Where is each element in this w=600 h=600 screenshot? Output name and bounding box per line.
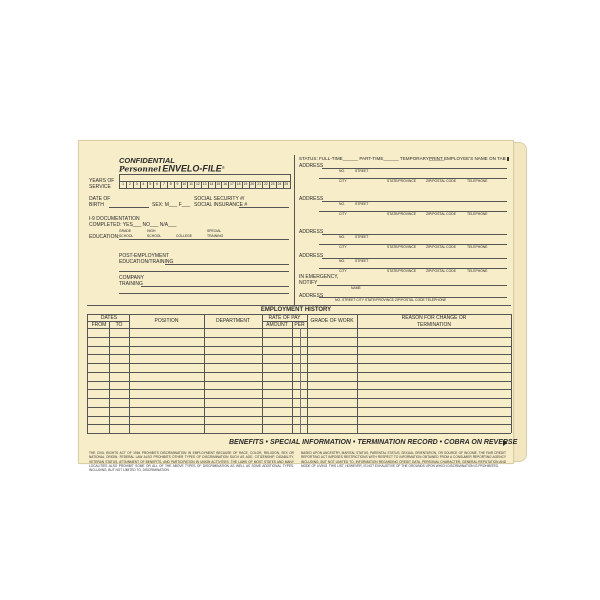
college-label: COLLEGE: [176, 234, 193, 238]
confidential-label: CONFIDENTIAL: [119, 156, 175, 165]
grade-label: GRADE: [119, 229, 132, 233]
history-column-line: [87, 314, 88, 433]
history-title: EMPLOYMENT HISTORY: [260, 307, 332, 313]
address-caption: CITY: [339, 179, 347, 183]
history-row-line[interactable]: [87, 416, 511, 417]
year-cell[interactable]: 10: [181, 181, 188, 188]
education-line[interactable]: [119, 239, 289, 240]
in-emergency-label: IN EMERGENCY,: [299, 274, 339, 280]
history-column-line: [129, 314, 130, 433]
high-school-label: SCHOOL: [147, 234, 162, 238]
to-header: TO: [115, 322, 123, 328]
year-cell[interactable]: 21: [256, 181, 263, 188]
year-cell[interactable]: 13: [202, 181, 209, 188]
year-cell[interactable]: 9: [174, 181, 181, 188]
year-cell[interactable]: 24: [276, 181, 283, 188]
year-cell[interactable]: 5: [147, 181, 154, 188]
address-caption: TELEPHONE: [467, 245, 488, 249]
history-row-line[interactable]: [87, 354, 511, 355]
address-caption: STREET: [355, 169, 369, 173]
year-cell[interactable]: 20: [249, 181, 256, 188]
special-training-label: TRAINING: [207, 234, 224, 238]
history-row-line[interactable]: [87, 389, 511, 390]
year-cell[interactable]: 1: [120, 181, 127, 188]
termination-header: TERMINATION: [416, 322, 452, 328]
emergency-address-label: ADDRESS: [299, 293, 324, 299]
folder-tab: [512, 142, 527, 462]
address-caption: ZIP/POSTAL CODE: [426, 212, 456, 216]
history-column-line: [511, 314, 512, 433]
year-cell[interactable]: 25: [284, 182, 289, 186]
address-caption: STREET: [355, 259, 369, 263]
address-caption: ZIP/POSTAL CODE: [426, 245, 456, 249]
address-caption: NO.: [339, 235, 346, 239]
department-header: DEPARTMENT: [216, 318, 250, 324]
social-security-label: SOCIAL SECURITY #/: [194, 196, 245, 202]
envelope-file-folder: [78, 140, 518, 473]
year-cell[interactable]: 4: [140, 181, 147, 188]
year-cell[interactable]: 12: [195, 181, 202, 188]
address-label: ADDRESS: [299, 229, 324, 235]
rate-of-pay-header: RATE OF PAY: [268, 315, 301, 321]
special-label: SPECIAL: [207, 229, 222, 233]
emergency-address-captions: NO. STREET CITY STATE/PROVINCE ZIP/POSTAL CODE TELEPHONE: [335, 298, 447, 302]
social-insurance-line[interactable]: [239, 207, 289, 208]
history-header-bottom: [87, 328, 511, 329]
post-employment-line-2[interactable]: [119, 271, 289, 272]
history-subcolumn-line: [300, 328, 301, 433]
address-caption: TELEPHONE: [467, 212, 488, 216]
history-row-line[interactable]: [87, 424, 511, 425]
address-label: ADDRESS: [299, 163, 324, 169]
company-label: COMPANY: [119, 275, 144, 281]
history-row-line[interactable]: [87, 407, 511, 408]
history-column-line: [204, 314, 205, 433]
history-column-line: [292, 321, 293, 433]
education-label: EDUCATION:: [89, 234, 120, 240]
address-caption: NO.: [339, 259, 346, 263]
education-training-label: EDUCATION/TRAINING: [119, 259, 174, 265]
address-caption: TELEPHONE: [467, 269, 488, 273]
history-column-line: [307, 314, 308, 433]
sex-field[interactable]: SEX: M___ F___: [152, 202, 191, 208]
address-caption: CITY: [339, 212, 347, 216]
post-employment-line-1[interactable]: [165, 264, 289, 265]
address-street-line[interactable]: [322, 234, 507, 235]
per-header: PER: [294, 322, 305, 328]
year-cell[interactable]: 8: [168, 181, 175, 188]
address-caption: ZIP/POSTAL CODE: [426, 179, 456, 183]
address-caption: ZIP/POSTAL CODE: [426, 269, 456, 273]
address-caption: NO.: [339, 169, 346, 173]
history-column-line: [357, 314, 358, 433]
from-header: FROM: [91, 322, 107, 328]
address-street-line[interactable]: [322, 168, 507, 169]
legal-text-right: BASED UPON ANCESTRY, MARITAL STATUS, PARENTAL STATUS, SEXUAL ORIENTATION, OR SOURCE OF INCOME. THE FAIR CREDIT REPORTING ACT IMPOSES RESTRICTIONS WITH RESPECT TO INFORMATION OBTAINED FROM A CONSUMER REPORTING AGENCY INCLUDING, BUT NOT LIMITED TO, INFORMATION REGARDING CREDIT DATA, PERSONAL CHARACTER, GENERAL REPUTATION AND MODE OF LIVING. THIS LIST, HOWEVER, IS NOT EXHAUSTIVE OF THE GROUNDS UPON WHICH DISCRIMINATION IS PROHIBITED.: [301, 451, 506, 468]
reason-header: REASON FOR CHANGE OR: [401, 315, 467, 321]
address-caption: STATE/PROVINCE: [387, 269, 417, 273]
history-row-line[interactable]: [87, 363, 511, 364]
address-caption: STATE/PROVINCE: [387, 212, 417, 216]
tab-pointer-icon: [507, 157, 509, 161]
notify-line[interactable]: [317, 285, 507, 286]
date-of-label: DATE OF: [89, 196, 111, 202]
reverse-banner: BENEFITS • SPECIAL INFORMATION • TERMINATION RECORD • COBRA ON REVERSE: [229, 439, 518, 446]
years-of-label: YEARS OF: [89, 178, 115, 184]
product-title: Personnel ENVELO-FILE®: [119, 163, 225, 174]
high-label: HIGH: [147, 229, 156, 233]
year-cell[interactable]: 23: [270, 181, 277, 188]
dates-header: DATES: [100, 315, 118, 321]
address-street-line[interactable]: [322, 201, 507, 202]
history-column-line: [109, 321, 110, 433]
history-column-line: [262, 314, 263, 433]
amount-header: AMOUNT: [266, 322, 288, 328]
section-divider: [294, 155, 295, 305]
address-street-line[interactable]: [322, 258, 507, 259]
history-row-line[interactable]: [87, 337, 511, 338]
address-caption: STREET: [355, 202, 369, 206]
arrow-right-icon: [503, 440, 507, 446]
birth-line[interactable]: [109, 207, 149, 208]
history-row-line[interactable]: [87, 372, 511, 373]
history-row-line[interactable]: [87, 381, 511, 382]
history-row-line[interactable]: [87, 398, 511, 399]
service-label: SERVICE: [89, 184, 111, 190]
status-field[interactable]: STATUS: FULL-TIME______ PART-TIME______ TEMPORARY______: [299, 156, 445, 161]
address-caption: CITY: [339, 269, 347, 273]
position-header: POSITION: [154, 318, 179, 324]
address-label: ADDRESS: [299, 253, 324, 259]
history-top-border: [87, 305, 511, 306]
address-caption: STATE/PROVINCE: [387, 179, 417, 183]
notify-name-caption: NAME: [351, 286, 361, 290]
address-caption: STREET: [355, 235, 369, 239]
year-cell[interactable]: 18: [236, 181, 243, 188]
company-training-label: TRAINING: [119, 281, 143, 287]
year-cell[interactable]: 16: [222, 181, 229, 188]
history-row-line[interactable]: [87, 346, 511, 347]
history-row-line[interactable]: [87, 433, 511, 434]
legal-text-left: THE CIVIL RIGHTS ACT OF 1964 PROHIBITS DISCRIMINATION IN EMPLOYMENT BECAUSE OF RACE, COLOR, RELIGION, SEX OR NATIONAL ORIGIN. FEDERAL LAW ALSO PROHIBITS OTHER TYPES OF DISCRIMINATION SUCH AS AGE, CITIZENSHIP, DISABILITY, VETERAN STATUS, ATTAINMENT OF BENEFITS, AND PARTICIPATION IN UNION ACTIVITIES. THE LAWS OF MOST STATES AND MANY LOCALITIES ALSO PROHIBIT SOME OR ALL OF THE ABOVE TYPES OF DISCRIMINATION AS WELL AS SOME ADDITIONAL TYPES, INCLUDING, BUT NOT LIMITED TO, DISCRIMINATION: [89, 451, 294, 473]
year-cell[interactable]: 15: [215, 181, 222, 188]
year-cell[interactable]: 14: [208, 181, 215, 188]
company-training-line-2[interactable]: [119, 293, 289, 294]
address-caption: CITY: [339, 245, 347, 249]
birth-label: BIRTH: [89, 202, 104, 208]
year-cell[interactable]: 17: [229, 181, 236, 188]
year-cell[interactable]: 22: [263, 181, 270, 188]
year-cell[interactable]: 11: [188, 181, 195, 188]
address-label: ADDRESS: [299, 196, 324, 202]
i9-label: I-9 DOCUMENTATION: [89, 216, 140, 222]
grade-of-work-header: GRADE OF WORK: [310, 318, 354, 324]
address-caption: NO.: [339, 202, 346, 206]
year-cell[interactable]: 2: [127, 181, 134, 188]
social-insurance-label: SOCIAL INSURANCE #: [194, 202, 248, 208]
year-cell[interactable]: 3: [134, 181, 141, 188]
address-caption: STATE/PROVINCE: [387, 245, 417, 249]
address-caption: TELEPHONE: [467, 179, 488, 183]
year-cell[interactable]: 6: [154, 181, 161, 188]
years-of-service-grid: [119, 174, 291, 189]
year-cell[interactable]: 7: [161, 181, 168, 188]
print-name-label: PRINT EMPLOYEE'S NAME ON TAB: [429, 156, 506, 161]
post-employment-label: POST-EMPLOYMENT: [119, 253, 170, 259]
notify-label: NOTIFY: [299, 280, 318, 286]
year-cell[interactable]: 19: [242, 181, 249, 188]
i9-completed-field[interactable]: COMPLETED: YES___ NO___ N/A___: [89, 222, 177, 228]
grade-school-label: SCHOOL: [119, 234, 134, 238]
company-training-line-1[interactable]: [141, 286, 289, 287]
